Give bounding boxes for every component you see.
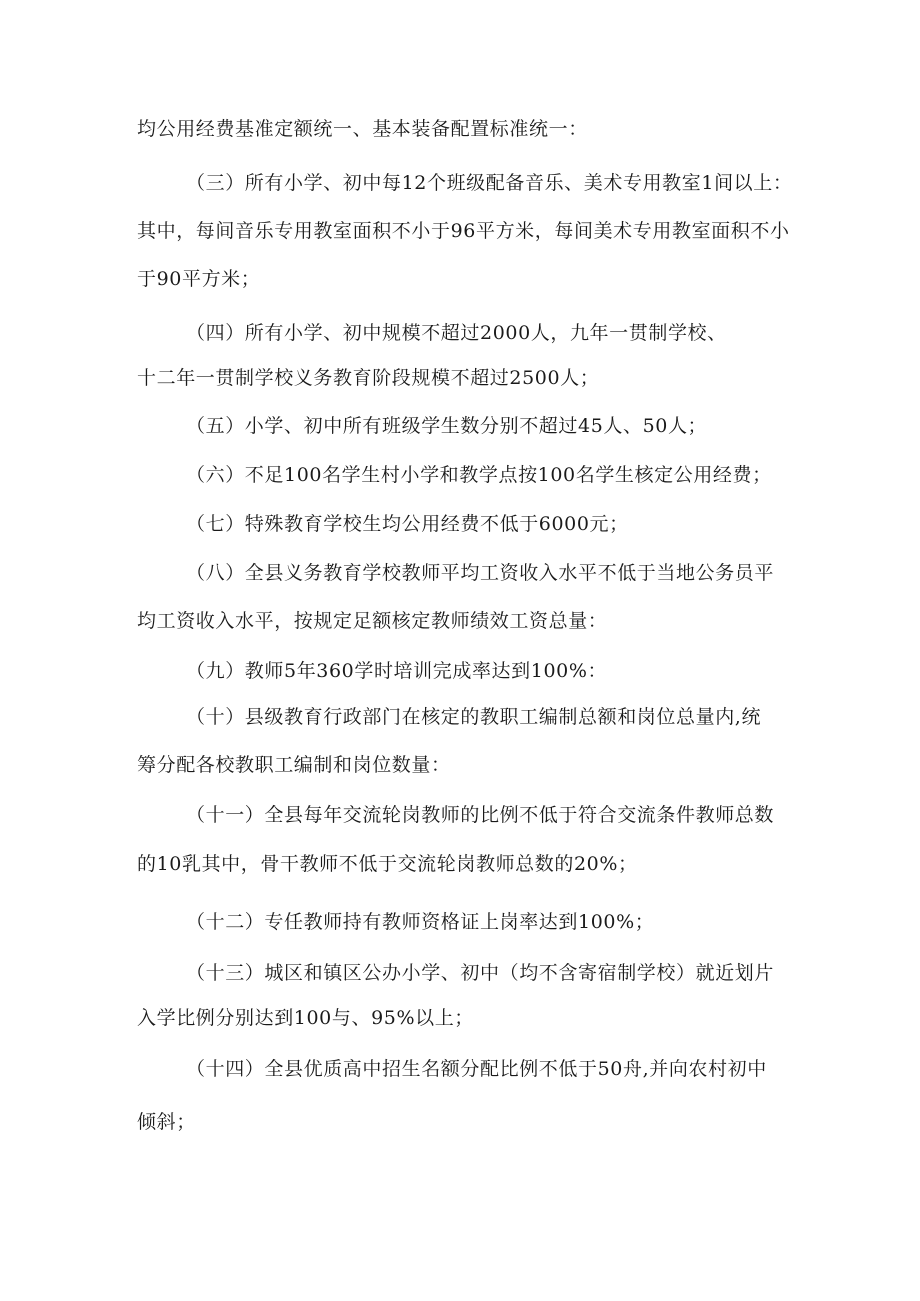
text-line-11: 均工资收入水平，按规定足额核定教师绩效工资总量： bbox=[137, 610, 608, 632]
text-line-8: （六）不足100名学生村小学和教学点按100名学生核定公用经费； bbox=[186, 464, 772, 486]
text-line-21: 倾斜； bbox=[137, 1111, 196, 1133]
text-line-13: （十）县级教育行政部门在核定的教职工编制总额和岗位总量内,统 bbox=[186, 706, 762, 728]
text-line-16: 的10乳其中，骨干教师不低于交流轮岗教师总数的20%； bbox=[137, 853, 638, 875]
text-line-15: （十一）全县每年交流轮岗教师的比例不低于符合交流条件教师总数 bbox=[186, 804, 775, 826]
text-line-2: （三）所有小学、初中每12个班级配备音乐、美术专用教室1间以上： bbox=[186, 172, 793, 194]
text-line-1: 均公用经费基准定额统一、基本装备配置标准统一： bbox=[137, 118, 588, 140]
text-line-6: 十二年一贯制学校义务教育阶段规模不超过2500人； bbox=[137, 367, 600, 389]
text-line-19: 入学比例分别达到100与、95%以上； bbox=[137, 1007, 474, 1029]
text-line-7: （五）小学、初中所有班级学生数分别不超过45人、50人； bbox=[186, 415, 708, 437]
text-line-18: （十三）城区和镇区公办小学、初中（均不含寄宿制学校）就近划片 bbox=[186, 962, 775, 984]
text-line-4: 于90平方米； bbox=[137, 268, 261, 290]
text-line-14: 筹分配各校教职工编制和岗位数量： bbox=[137, 754, 451, 776]
text-line-3: 其中，每间音乐专用教室面积不小于96平方米，每间美术专用教室面积不小 bbox=[137, 220, 790, 242]
text-line-20: （十四）全县优质高中招生名额分配比例不低于50舟,并向农村初中 bbox=[186, 1058, 767, 1080]
text-line-9: （七）特殊教育学校生均公用经费不低于6000元； bbox=[186, 513, 629, 535]
text-line-12: （九）教师5年360学时培训完成率达到100%： bbox=[186, 660, 608, 682]
text-line-5: （四）所有小学、初中规模不超过2000人，九年一贯制学校、 bbox=[186, 322, 727, 344]
text-line-10: （八）全县义务教育学校教师平均工资收入水平不低于当地公务员平 bbox=[186, 562, 775, 584]
text-line-17: （十二）专任教师持有教师资格证上岗率达到100%； bbox=[186, 911, 655, 933]
